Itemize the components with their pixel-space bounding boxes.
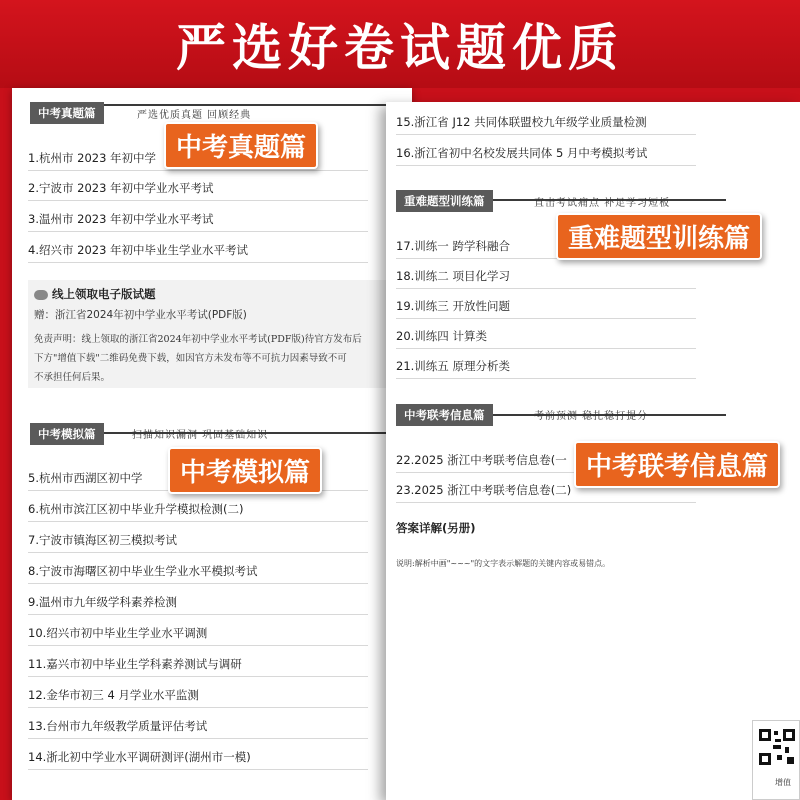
disclaimer-line: 下方"增值下载"二维码免费下载，如因官方未发布等不可抗力因素导致不可: [34, 353, 347, 364]
divider: [396, 348, 696, 349]
list-item[interactable]: 7.宁波市镇海区初三模拟考试: [28, 533, 177, 547]
divider: [28, 200, 368, 201]
list-item[interactable]: 19.训练三 开放性问题: [396, 299, 510, 313]
divider: [28, 738, 368, 739]
list-item[interactable]: 11.嘉兴市初中毕业生学科素养测试与调研: [28, 657, 242, 671]
list-item[interactable]: 21.训练五 原理分析类: [396, 359, 510, 373]
list-item[interactable]: 23.2025 浙江中考联考信息卷(二): [396, 483, 572, 497]
note-text: 说明:解析中画"~~~"的文字表示解题的关键内容或易错点。: [396, 559, 611, 568]
answers-text: 答案详解(另册): [396, 521, 476, 535]
list-item[interactable]: 4.绍兴市 2023 年初中毕业生学业水平考试: [28, 243, 249, 257]
cloud-icon: [34, 290, 48, 300]
section-header-zhongnan: 重难题型训练篇: [396, 190, 493, 212]
divider: [28, 769, 368, 770]
divider: [28, 583, 368, 584]
online-label: 线上领取电子版试题: [52, 287, 156, 301]
divider: [396, 288, 696, 289]
list-item[interactable]: 17.训练一 跨学科融合: [396, 239, 510, 253]
list-item[interactable]: 16.浙江省初中名校发展共同体 5 月中考模拟考试: [396, 146, 648, 160]
divider: [28, 676, 368, 677]
divider: [28, 262, 368, 263]
divider: [396, 502, 696, 503]
divider: [396, 378, 696, 379]
divider: [28, 614, 368, 615]
tag-moni: 中考模拟篇: [168, 447, 322, 494]
divider: [396, 165, 696, 166]
gift-text: 赠：浙江省2024年初中学业水平考试(PDF版): [34, 309, 247, 321]
list-item[interactable]: 8.宁波市海曙区初中毕业生学业水平模拟考试: [28, 564, 258, 578]
divider: [28, 645, 368, 646]
qr-caption: 增值: [775, 778, 791, 787]
divider: [396, 318, 696, 319]
divider: [396, 134, 696, 135]
qr-box[interactable]: [752, 720, 800, 800]
divider: [28, 170, 368, 171]
list-item[interactable]: 14.浙北初中学业水平调研测评(湖州市一模): [28, 750, 251, 764]
qr-code-icon: [757, 727, 797, 767]
disclaimer-line: 不承担任何后果。: [34, 372, 111, 383]
section-note-moni: 扫描知识漏洞 巩固基础知识: [132, 430, 269, 441]
tag-zhenti: 中考真题篇: [164, 122, 318, 169]
list-item[interactable]: 6.杭州市滨江区初中毕业升学模拟检测(二): [28, 502, 244, 516]
section-header-moni: 中考模拟篇: [30, 423, 104, 445]
list-item[interactable]: 10.绍兴市初中毕业生学业水平调测: [28, 626, 208, 640]
list-item[interactable]: 22.2025 浙江中考联考信息卷(一: [396, 453, 567, 467]
divider: [28, 552, 368, 553]
list-item[interactable]: 13.台州市九年级教学质量评估考试: [28, 719, 208, 733]
list-item[interactable]: 1.杭州市 2023 年初中学: [28, 151, 157, 165]
section-header-zhenti: 中考真题篇: [30, 102, 104, 124]
banner-title: 严选好卷试题优质: [176, 19, 624, 77]
list-item[interactable]: 9.温州市九年级学科素养检测: [28, 595, 177, 609]
section-note-liankao: 考前预测 稳扎稳打提分: [534, 411, 649, 422]
top-banner: [0, 0, 800, 88]
list-item[interactable]: 3.温州市 2023 年初中学业水平考试: [28, 212, 214, 226]
tag-liankao: 中考联考信息篇: [574, 441, 780, 488]
section-header-liankao: 中考联考信息篇: [396, 404, 493, 426]
divider: [28, 707, 368, 708]
list-item[interactable]: 12.金华市初三 4 月学业水平监测: [28, 688, 199, 702]
divider: [28, 521, 368, 522]
online-title[interactable]: [34, 286, 156, 302]
tag-zhongnan: 重难题型训练篇: [556, 213, 762, 260]
divider: [28, 231, 368, 232]
disclaimer-line: 免责声明：线上领取的浙江省2024年初中学业水平考试(PDF版)待官方发布后: [34, 334, 362, 345]
list-item[interactable]: 18.训练二 项目化学习: [396, 269, 510, 283]
section-note-zhongnan: 直击考试痛点 补足学习短板: [534, 198, 671, 209]
list-item[interactable]: 2.宁波市 2023 年初中学业水平考试: [28, 181, 214, 195]
list-item[interactable]: 20.训练四 计算类: [396, 329, 487, 343]
left-page: [12, 88, 412, 800]
list-item[interactable]: 5.杭州市西湖区初中学: [28, 471, 143, 485]
section-note-zhenti: 严选优质真题 回顾经典: [137, 110, 252, 121]
list-item[interactable]: 15.浙江省 J12 共同体联盟校九年级学业质量检测: [396, 115, 647, 129]
